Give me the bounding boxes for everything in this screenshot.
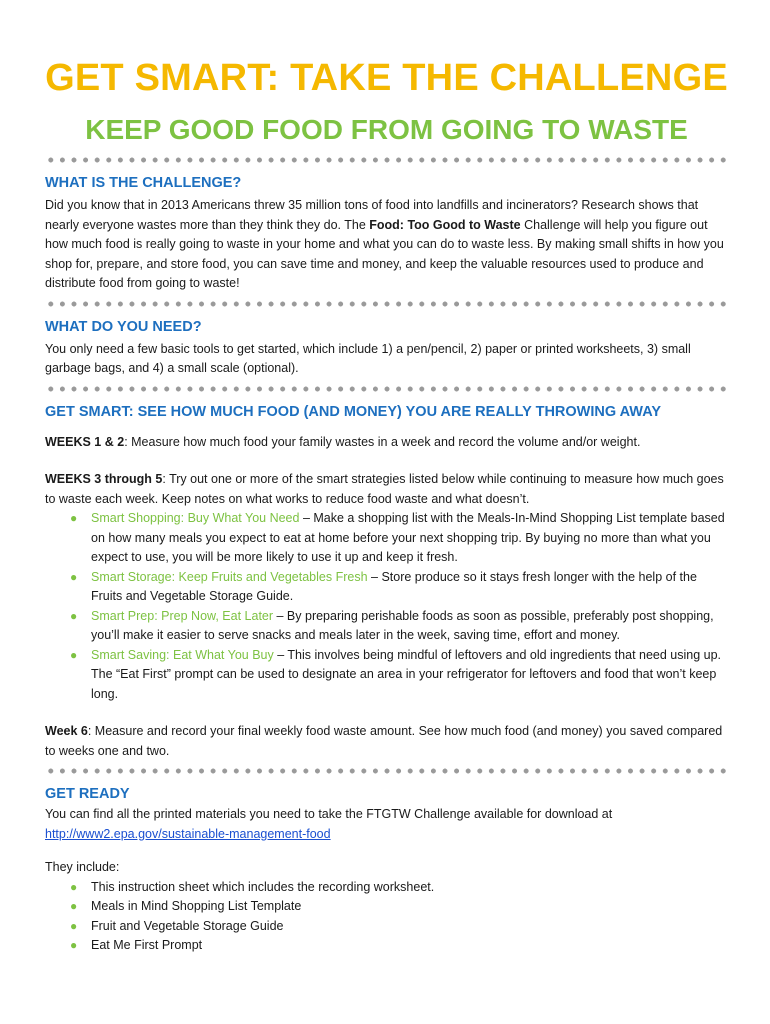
strategy-title: Smart Shopping: Buy What You Need <box>91 511 300 525</box>
list-item <box>70 646 728 705</box>
weeks-3-5-text: : Try out one or more of the smart strategies listed below while continuing to measure how much goes to waste each week. Keep notes on what works to reduce food waste and what doesn’t. <box>45 472 724 506</box>
list-item <box>70 509 728 568</box>
list-item <box>70 568 728 607</box>
challenge-text-1: Did you know that in 2013 Americans threw 35 million tons of food into landfills and incinerators? Research shows that nearly everyone wastes more than they think they do. The <box>45 198 699 232</box>
ready-section <box>45 785 728 956</box>
weeks-1-2-paragraph <box>45 433 728 453</box>
include-item: Meals in Mind Shopping List Template <box>91 899 302 913</box>
dotted-divider <box>45 156 728 164</box>
bullet-icon: ● <box>70 647 78 662</box>
week-6-paragraph <box>45 722 728 761</box>
need-section <box>45 318 728 379</box>
strategy-text: – Store produce so it stays fresh longer with the help of the Fruits and Vegetable Storage Guide. <box>91 569 697 603</box>
week-6-label: Week 6 <box>45 724 88 738</box>
page-subtitle: KEEP GOOD FOOD FROM GOING TO WASTE <box>85 114 688 145</box>
smart-section <box>45 403 728 762</box>
weeks-3-5-label: WEEKS 3 through 5 <box>45 472 163 486</box>
challenge-paragraph <box>45 196 728 294</box>
challenge-heading: WHAT IS THE CHALLENGE? <box>45 175 242 191</box>
list-item <box>70 917 728 937</box>
list-item <box>70 897 728 917</box>
bullet-icon: ● <box>70 569 78 584</box>
strategy-title: Smart Saving: Eat What You Buy <box>91 647 274 662</box>
strategy-title: Smart Prep: Prep Now, Eat Later <box>91 608 274 623</box>
include-item: Fruit and Vegetable Storage Guide <box>91 918 284 933</box>
ready-paragraph: You can find all the printed materials you need to take the FTGTW Challenge available for download at <box>45 807 613 821</box>
bullet-icon: ● <box>70 918 78 933</box>
strategy-title: Smart Storage: Keep Fruits and Vegetables Fresh <box>91 569 368 584</box>
dotted-divider <box>45 767 728 775</box>
challenge-text-2: Challenge will help you figure out how much food is really going to waste in your home and what you can do to waste less. By making small shifts in how you shop for, prepare, and store food, you can save time and money, and keep the valuable resources used to produce and distribute food from going to waste! <box>45 217 724 290</box>
include-label: They include: <box>45 860 120 874</box>
need-heading: WHAT DO YOU NEED? <box>45 318 202 335</box>
challenge-section <box>45 174 728 294</box>
list-item <box>70 936 728 956</box>
page-title: GET SMART: TAKE THE CHALLENGE <box>45 57 728 99</box>
bullet-icon: ● <box>70 511 78 525</box>
download-link[interactable]: http://www2.epa.gov/sustainable-management-food <box>45 826 331 841</box>
weeks-3-5-paragraph <box>45 470 728 509</box>
strategy-text: – Make a shopping list with the Meals-In-Mind Shopping List template based on how many meals you expect to eat at home before your next shopping trip. By buying no more than what you expect to use, you will be more likely to use it up and keep it fresh. <box>91 511 725 564</box>
challenge-bold-name: Food: Too Good to Waste <box>369 217 521 232</box>
dotted-divider <box>45 385 728 393</box>
dotted-divider <box>45 300 728 308</box>
need-paragraph: You only need a few basic tools to get started, which include 1) a pen/pencil, 2) paper or printed worksheets, 3) small garbage bags, and 4) a small scale (optional). <box>45 341 691 375</box>
includes-list <box>45 878 728 956</box>
list-item <box>70 607 728 646</box>
bullet-icon: ● <box>70 608 78 623</box>
smart-heading: GET SMART: SEE HOW MUCH FOOD (AND MONEY) YOU ARE REALLY THROWING AWAY <box>45 403 662 420</box>
include-item: This instruction sheet which includes the recording worksheet. <box>91 879 435 894</box>
weeks-1-2-text: : Measure how much food your family wastes in a week and record the volume and/or weight. <box>124 434 641 449</box>
strategy-text: – By preparing perishable foods as soon as possible, preferably post shopping, you’ll make it easier to serve snacks and meals later in the week, saving time, effort and money. <box>91 608 714 642</box>
include-item: Eat Me First Prompt <box>91 938 203 952</box>
bullet-icon: ● <box>70 899 78 913</box>
strategy-list <box>45 509 728 704</box>
strategy-text: – This involves being mindful of leftovers and old ingredients that need using up. The “Eat First” prompt can be used to designate an area in your refrigerator for leftovers and food that won’t keep long. <box>91 647 722 701</box>
list-item <box>70 878 728 898</box>
bullet-icon: ● <box>70 879 78 894</box>
weeks-1-2-label: WEEKS 1 & 2 <box>45 434 125 449</box>
ready-heading: GET READY <box>45 786 130 802</box>
week-6-text: : Measure and record your final weekly food waste amount. See how much food (and money) you saved compared to weeks one and two. <box>45 724 723 758</box>
bullet-icon: ● <box>70 938 78 952</box>
download-link-line <box>45 825 728 845</box>
